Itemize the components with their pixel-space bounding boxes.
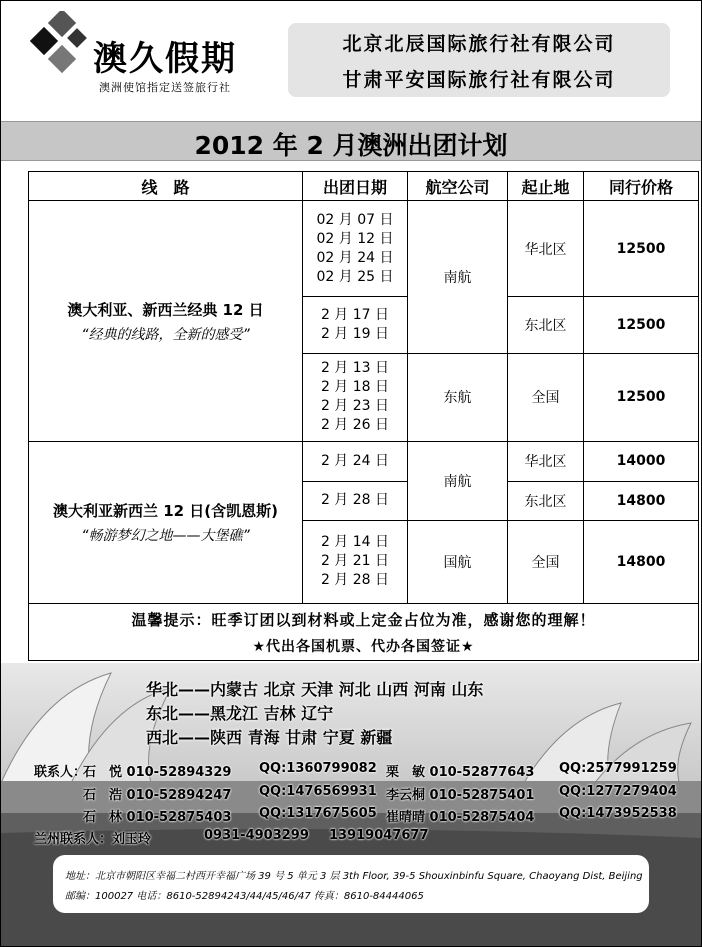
departure-dates: 2 月 28 日	[303, 482, 408, 520]
price: 14800	[584, 520, 699, 604]
contact-qq: QQ:1277279404	[559, 784, 677, 799]
origin: 华北区	[508, 201, 584, 297]
departure-dates: 02 月 07 日 02 月 12 日 02 月 24 日 02 月 25 日	[303, 201, 408, 297]
table-row	[29, 201, 699, 297]
contact-phone: 李云桐 010-52875401	[386, 788, 535, 803]
airline: 国航	[408, 520, 508, 604]
agency-name-gansu: 甘肃平安国际旅行社有限公司	[342, 69, 616, 91]
notice-cell	[29, 604, 699, 661]
price: 12500	[584, 353, 699, 441]
header-origin: 起止地	[508, 172, 584, 201]
page-title: 2012 年 2 月澳洲出团计划	[194, 131, 508, 160]
agency-name-beijing: 北京北辰国际旅行社有限公司	[342, 33, 616, 55]
contact-qq: QQ:1360799082	[259, 761, 377, 776]
header-date: 出团日期	[303, 172, 408, 201]
lanzhou-contact-label: 兰州联系人：刘玉玲	[34, 832, 152, 847]
departure-dates: 2 月 17 日 2 月 19 日	[303, 297, 408, 354]
contact-phone: 崔晴晴 010-52875404	[386, 810, 535, 825]
header-route: 线 路	[29, 172, 303, 201]
price: 12500	[584, 201, 699, 297]
departure-dates: 2 月 24 日	[303, 441, 408, 481]
departure-dates: 2 月 14 日 2 月 21 日 2 月 28 日	[303, 520, 408, 604]
airline: 东航	[408, 353, 508, 441]
tour-schedule-table	[28, 171, 699, 661]
brand-title: 澳久假期	[93, 39, 237, 79]
lanzhou-mobile: 13919047677	[329, 828, 429, 843]
contact-phone: 石 悦 010-52894329	[83, 765, 232, 780]
price: 14800	[584, 482, 699, 520]
route-cell	[29, 201, 303, 441]
route-slogan: “畅游梦幻之地——大堡礁”	[81, 528, 250, 545]
contact-qq: QQ:1317675605	[259, 806, 377, 821]
region-northeast: 东北——黑龙江 吉林 辽宁	[146, 704, 334, 723]
agency-box	[288, 23, 670, 97]
region-northwest: 西北——陕西 青海 甘肃 宁夏 新疆	[146, 728, 393, 747]
origin: 华北区	[508, 441, 584, 481]
title-band	[1, 121, 701, 161]
origin: 全国	[508, 353, 584, 441]
price: 12500	[584, 297, 699, 354]
origin: 全国	[508, 520, 584, 604]
contact-qq: QQ:2577991259	[559, 761, 677, 776]
contact-phone: 栗 敏 010-52877643	[386, 765, 535, 780]
lanzhou-phone: 0931-4903299	[204, 828, 309, 843]
origin: 东北区	[508, 297, 584, 354]
route-name: 澳大利亚、新西兰经典 12 日	[67, 300, 264, 319]
address-line: 地址：北京市朝阳区幸福二村西开幸福广场 39 号 5 单元 3 层 3th Floor, 39-5 Shouxinbinfu Square, Chaoyang Dist, Beijing	[65, 871, 643, 882]
table-row	[29, 441, 699, 481]
contact-qq: QQ:1473952538	[559, 806, 677, 821]
origin: 东北区	[508, 482, 584, 520]
table-header-row	[29, 172, 699, 201]
postal-phone-fax-line: 邮编：100027 电话：8610-52894243/44/45/46/47 传真：8610-84444065	[65, 891, 424, 902]
contact-qq: QQ:1476569931	[259, 784, 377, 799]
route-slogan: “经典的线路，全新的感受”	[81, 326, 250, 343]
header-price: 同行价格	[584, 172, 699, 201]
contact-phone: 石 浩 010-52894247	[83, 788, 232, 803]
route-name: 澳大利亚新西兰 12 日(含凯恩斯)	[52, 502, 279, 521]
brand-subtitle: 澳洲使馆指定送签旅行社	[99, 81, 231, 94]
contact-phone: 石 林 010-52875403	[83, 810, 232, 825]
departure-dates: 2 月 13 日 2 月 18 日 2 月 23 日 2 月 26 日	[303, 353, 408, 441]
route-cell	[29, 441, 303, 604]
airline: 南航	[408, 441, 508, 520]
booking-tip: 温馨提示：旺季订团以到材料或上定金占位为准，感谢您的理解！	[131, 610, 596, 629]
brand-logo-icon	[25, 11, 95, 81]
bottom-photo-area	[1, 663, 701, 946]
header-airline: 航空公司	[408, 172, 508, 201]
airline: 南航	[408, 201, 508, 354]
table-footer-row	[29, 604, 699, 661]
address-box	[53, 855, 649, 913]
contacts-label: 联系人：	[34, 765, 87, 780]
price: 14000	[584, 441, 699, 481]
region-north: 华北——内蒙古 北京 天津 河北 山西 河南 山东	[146, 680, 484, 699]
service-note: ★代出各国机票、代办各国签证★	[252, 638, 475, 655]
